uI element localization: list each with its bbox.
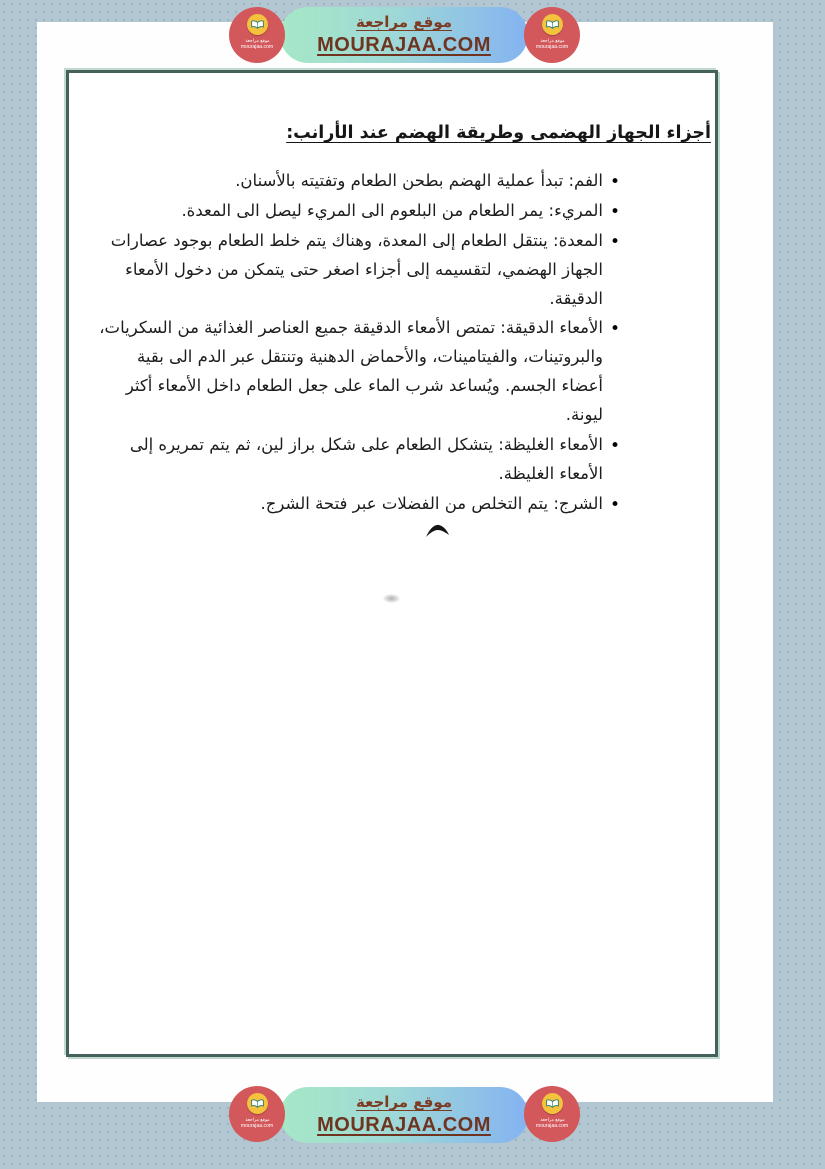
badge-site-name: موقع مراجعة [539,38,565,44]
list-item: • الأمعاء الدقيقة: تمتص الأمعاء الدقيقة جميع العناصر الغذائية من السكريات، والبروتينات، والفيتامينات، والأحماض الدهنية وتنتقل عبر الدم الى بقية أعضاء الجسم. ويُساعد شرب الماء على جعل الطعام داخل الأمعاء أكثر ليونة. [95,314,603,430]
badge-site-name: موقع مراجعة [244,1117,270,1123]
open-book-icon [247,14,268,35]
site-logo-badge [229,1086,285,1142]
scan-smudge [383,594,400,603]
site-logo-badge [524,7,580,63]
caret-mark-icon [424,522,451,539]
list-item: • المريء: يمر الطعام من البلعوم الى المريء ليصل الى المعدة. [95,197,603,226]
site-link-pill[interactable] [280,7,528,63]
open-book-icon [542,14,563,35]
site-domain: MOURAJAA.COM [317,1113,491,1136]
site-logo-badge [524,1086,580,1142]
badge-site-domain: mourajaa.com [535,44,569,50]
document-bullet-list [95,167,711,519]
list-item: • الأمعاء الغليظة: يتشكل الطعام على شكل براز لين، ثم يتم تمريره إلى الأمعاء الغليظة. [95,431,603,489]
site-name-arabic: موقع مراجعة [355,1093,453,1112]
document-title: أجزاء الجهاز الهضمى وطريقة الهضم عند الأرانب: [286,123,711,143]
site-logo-badge [229,7,285,63]
list-item: • المعدة: ينتقل الطعام إلى المعدة، وهناك يتم خلط الطعام بوجود عصارات الجهاز الهضمي، لتقسيمه إلى أجزاء اصغر حتى يتمكن من دخول الأمعاء الدقيقة. [95,227,603,314]
badge-site-domain: mourajaa.com [240,1123,274,1129]
open-book-icon [542,1093,563,1114]
badge-site-domain: mourajaa.com [240,44,274,50]
list-item: • الفم: تبدأ عملية الهضم بطحن الطعام وتفتيته بالأسنان. [95,167,603,196]
badge-site-name: موقع مراجعة [244,38,270,44]
document-frame [66,70,718,1057]
badge-site-domain: mourajaa.com [535,1123,569,1129]
list-item: • الشرج: يتم التخلص من الفضلات عبر فتحة الشرج. [95,490,603,519]
site-link-pill[interactable] [280,1087,528,1143]
site-name-arabic: موقع مراجعة [355,13,453,32]
open-book-icon [247,1093,268,1114]
site-domain: MOURAJAA.COM [317,33,491,56]
badge-site-name: موقع مراجعة [539,1117,565,1123]
